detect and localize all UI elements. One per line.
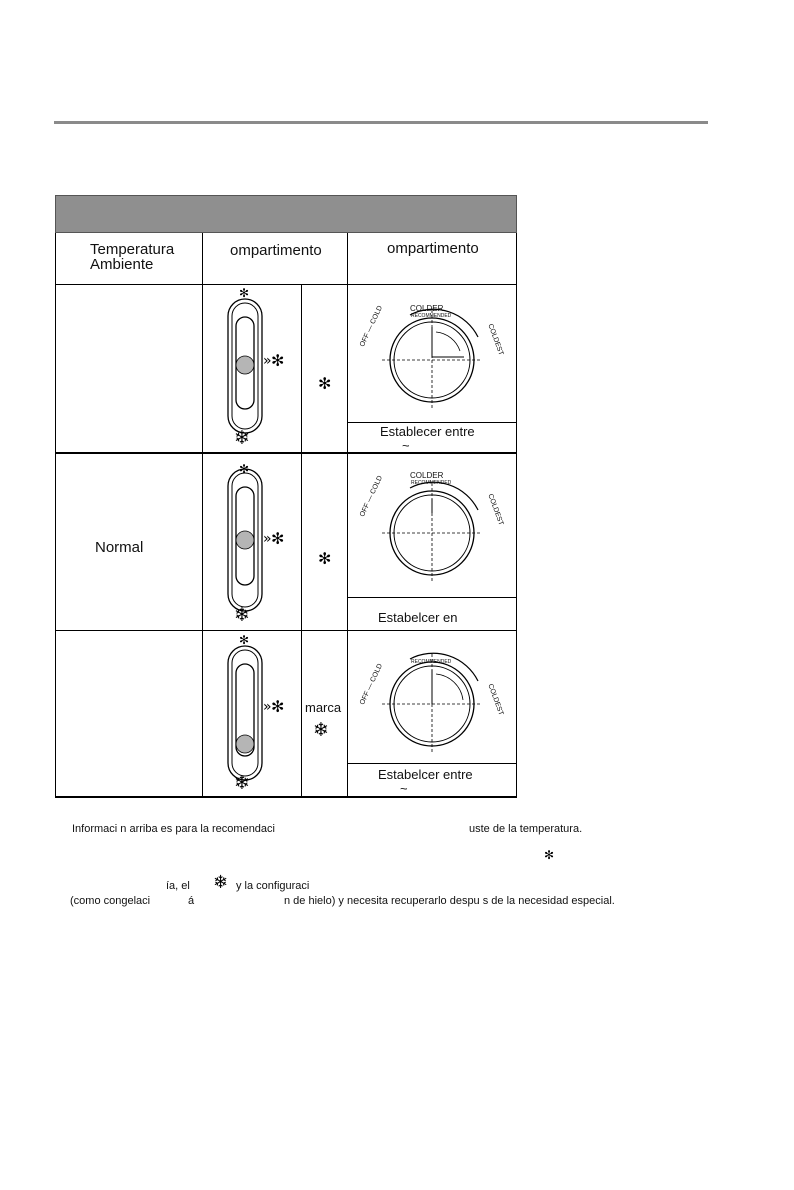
snowflake-icon: ✻ [271, 351, 285, 370]
row2-caption: Estabelcer en [378, 610, 458, 625]
small-snowflake-icon: ✻ [239, 462, 250, 476]
snowflake-icon: ✻ [271, 529, 285, 548]
arrow-icon: » [263, 531, 272, 547]
freezer-header: ompartimento [387, 240, 479, 257]
arrow-icon: » [263, 353, 272, 369]
arrow-icon: » [263, 699, 272, 715]
note-line3-a: ía, el [166, 880, 190, 892]
top-rule [54, 121, 708, 124]
fridge-slider-row2 [203, 455, 301, 630]
dial-label-coldest: COLDEST [486, 683, 505, 717]
row3-caption-tilde: ~ [400, 781, 408, 796]
row3-marca: marca [305, 700, 342, 715]
temperature-table [55, 195, 517, 797]
fridge-slider-row1 [203, 285, 301, 452]
caption-line-2 [347, 597, 517, 598]
note-line3-b: y la configuraci [236, 880, 310, 892]
fridge-header: ompartimento [230, 242, 322, 259]
dial-label-recommended: RECOMMENDED [411, 313, 452, 319]
caption-line-1 [347, 422, 517, 423]
small-snowflake-icon: ✻ [239, 633, 250, 647]
note-line4-c: n de hielo) y necesita recuperarlo despu s de la necesidad especial. [284, 895, 615, 907]
row1-caption: Establecer entre [380, 424, 475, 439]
note-line1-a: Informaci n arriba es para la recomendaci [72, 823, 275, 835]
row2-ambient: Normal [95, 539, 144, 556]
dial-label-recommended: RECOMMENDED [411, 659, 452, 665]
dial-label-colder: COLDER [410, 471, 444, 480]
note-line1-b: uste de la temperatura. [469, 823, 583, 835]
freezer-snowflake-icon: ❄ [313, 719, 329, 741]
note-snowflake-icon: ✻ [544, 848, 555, 862]
small-snowflake-icon: ✻ [239, 286, 250, 300]
fridge-slider-row3 [203, 632, 301, 796]
table-left-border [55, 233, 56, 797]
table-header-bar [55, 195, 517, 233]
note-snowflake-icon: ❄ [213, 872, 229, 893]
large-snowflake-icon: ❄ [234, 772, 250, 794]
freezer-snowflake-icon: ✻ [318, 374, 332, 393]
note-line4-a: (como congelaci [70, 895, 151, 907]
dial-label-colder: COLDER [410, 304, 444, 313]
dial-label-off-cold: OFF — COLD [359, 662, 385, 706]
dial-label-off-cold: OFF — COLD [359, 304, 385, 348]
caption-line-3 [347, 763, 517, 764]
large-snowflake-icon: ❄ [234, 427, 250, 449]
large-snowflake-icon: ❄ [234, 604, 250, 626]
row1-caption-tilde: ~ [402, 438, 410, 453]
dial-label-recommended: RECOMMENDED [411, 480, 452, 486]
ambient-header-line2: Ambiente [90, 256, 154, 273]
dial-label-coldest: COLDEST [486, 493, 505, 527]
table-right-border [516, 233, 517, 797]
dial-label-coldest: COLDEST [486, 323, 505, 357]
table-row-line-3 [55, 630, 517, 631]
snowflake-icon: ✻ [271, 697, 285, 716]
table-bottom-line [55, 796, 517, 798]
row3-caption: Estabelcer entre [378, 767, 473, 782]
ambient-header-line1: Temperatura [90, 241, 175, 258]
freezer-snowflake-icon: ✻ [318, 549, 332, 568]
dial-label-off-cold: OFF — COLD [359, 474, 385, 518]
note-line4-b: á [188, 895, 195, 907]
table-row-line-2 [55, 452, 517, 454]
table-col-divider-sub [301, 284, 302, 797]
